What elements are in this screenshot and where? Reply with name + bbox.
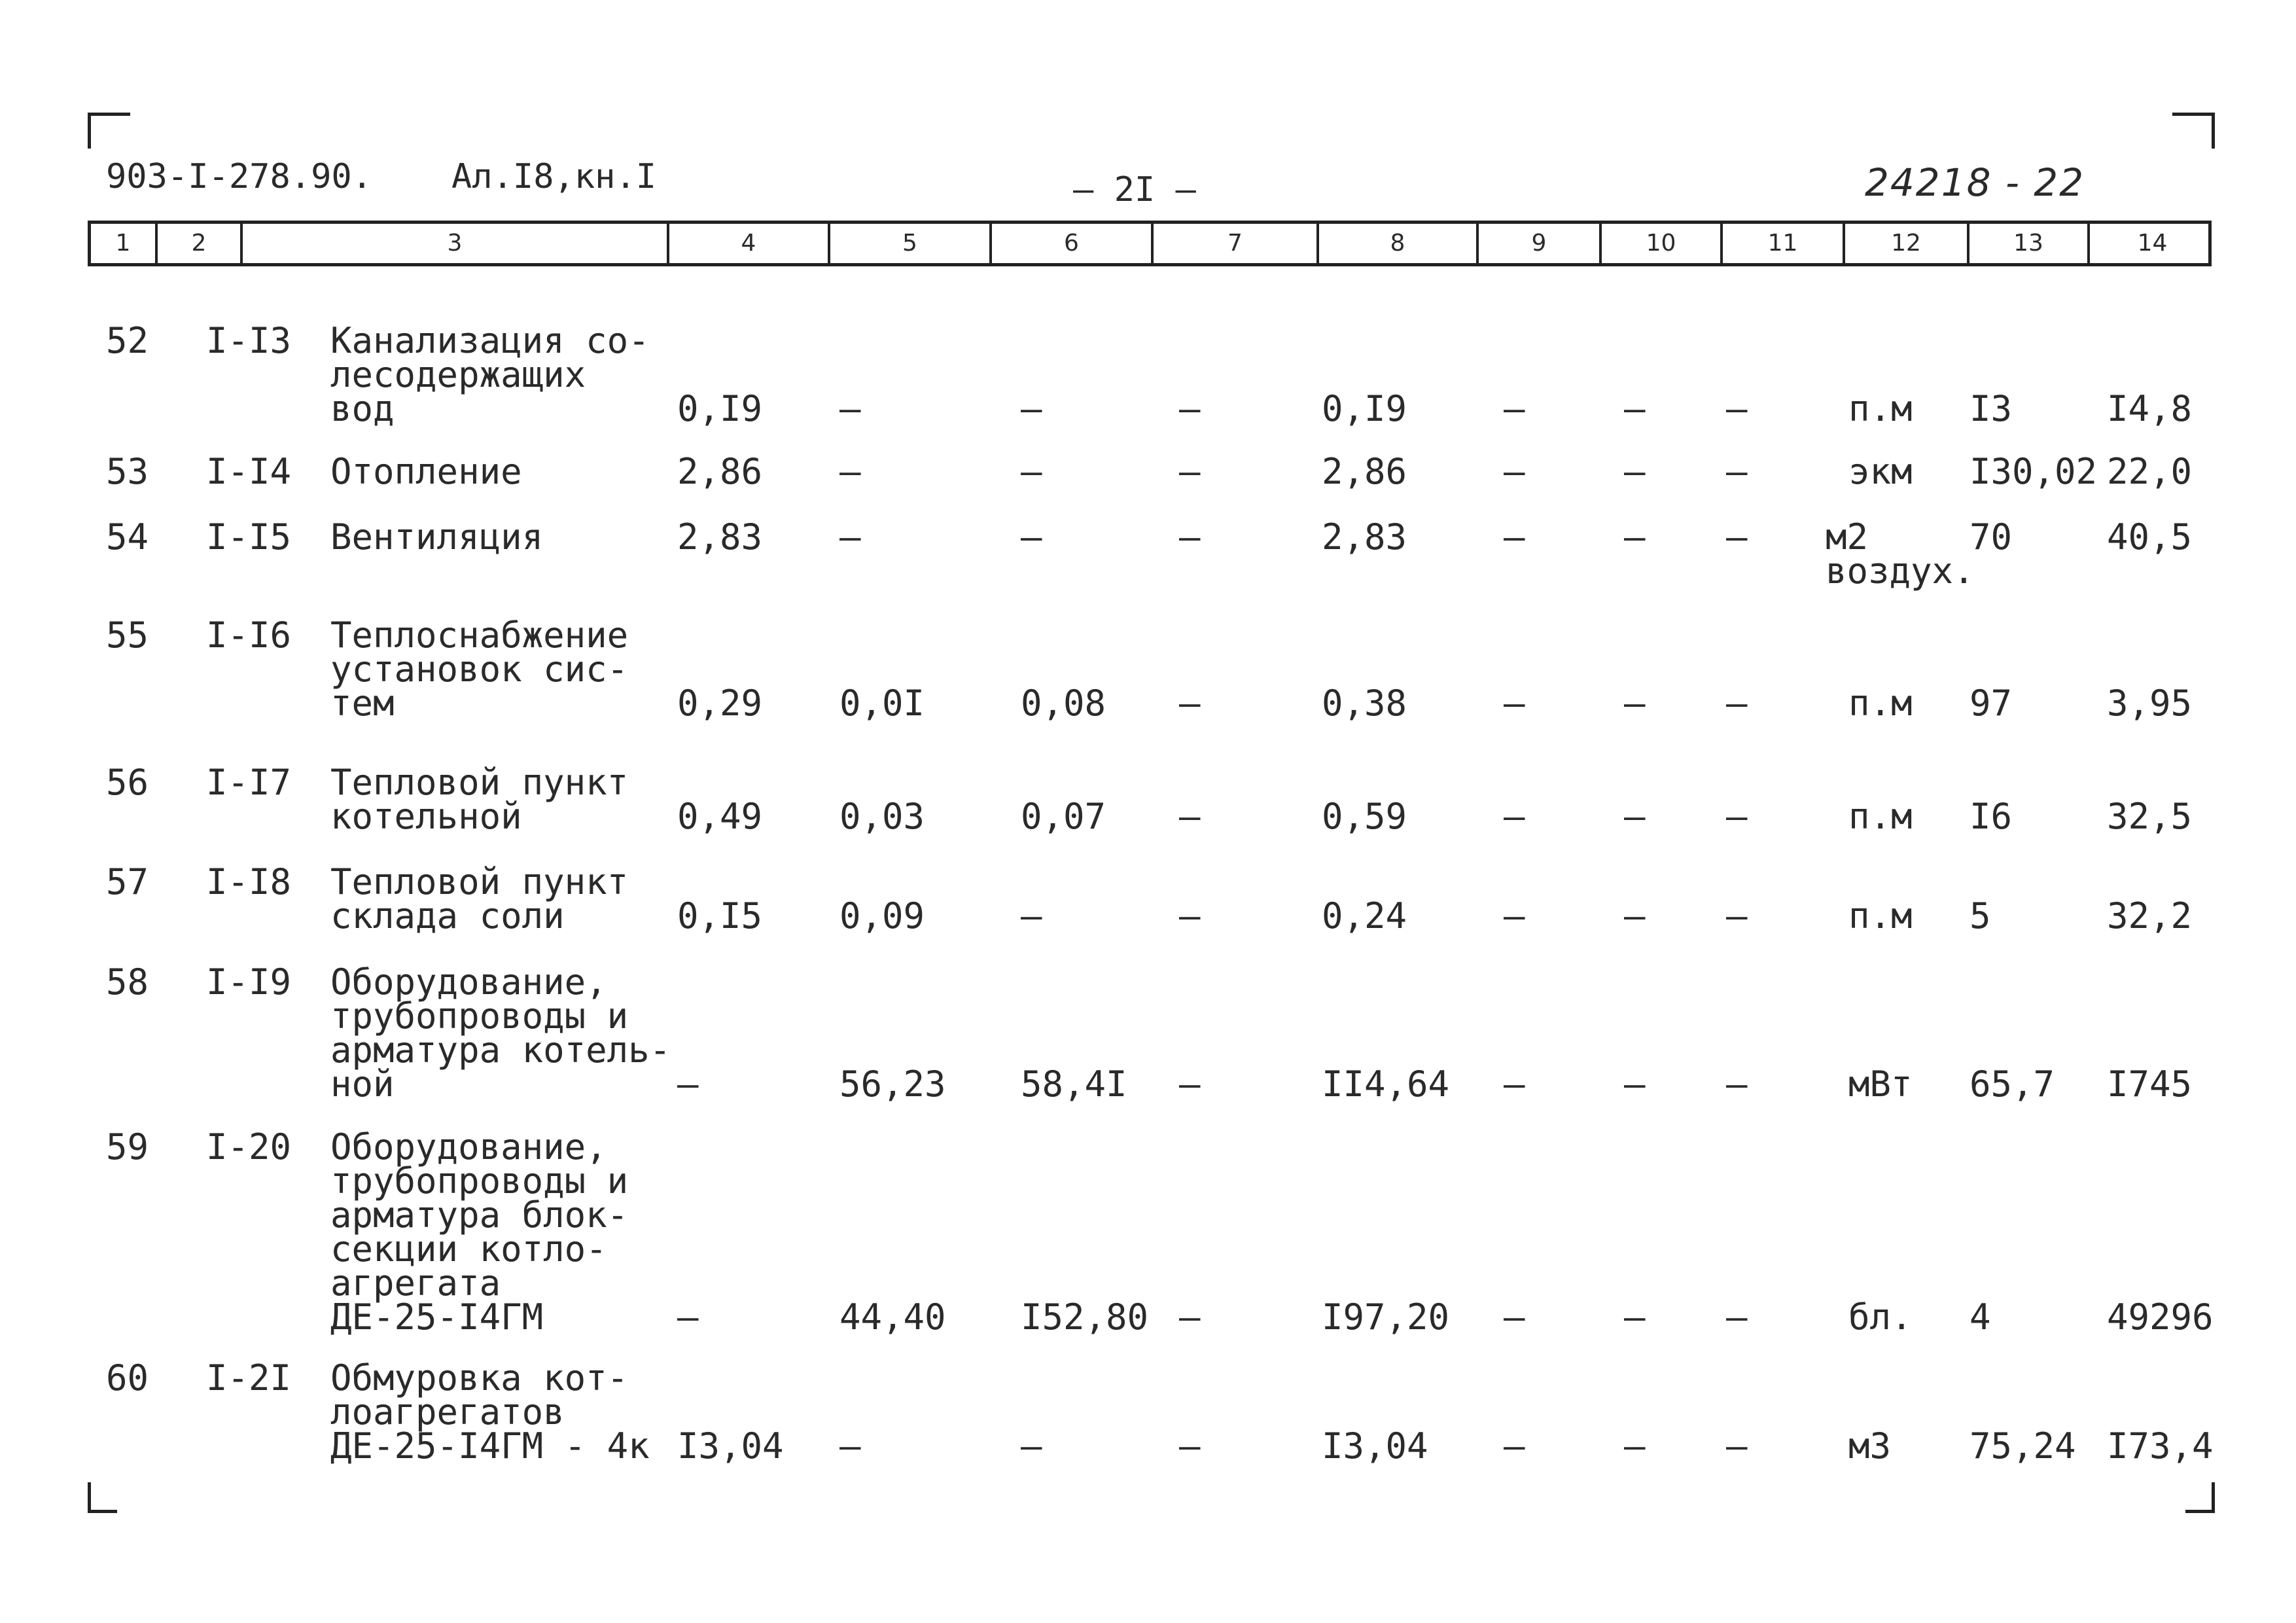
row-code: I-I9 [206, 961, 292, 1003]
row-value-c6: 58,4I [1021, 1063, 1127, 1105]
row-value-c5: 56,23 [839, 1063, 946, 1105]
row-value-c6: – [1021, 895, 1042, 936]
column-number: 3 [240, 224, 667, 263]
document-code: 903-I-278.90. [106, 157, 372, 196]
row-value-c14: 32,5 [2107, 796, 2193, 837]
row-value-c6: I52,80 [1021, 1296, 1149, 1338]
album-reference: Ал.I8,кн.I [451, 157, 657, 196]
row-value-c9: – [1504, 796, 1525, 837]
row-unit: п.м [1848, 895, 1913, 936]
row-value-c5: – [839, 1425, 861, 1467]
row-value-c14: I73,4 [2107, 1425, 2214, 1467]
row-value-c10: – [1624, 451, 1646, 492]
column-number: 9 [1476, 224, 1599, 263]
row-value-c10: – [1624, 1296, 1646, 1338]
row-name: Оборудование, трубопроводы и арматура блок- секции котло- агрегата ДЕ-25-I4ГМ [330, 1126, 629, 1338]
row-value-c6: – [1021, 1425, 1042, 1467]
row-name: Тепловой пункт котельной [330, 762, 629, 837]
column-number: 11 [1720, 224, 1843, 263]
row-value-c11: – [1726, 1425, 1748, 1467]
row-value-c6: – [1021, 451, 1042, 492]
row-value-c11: – [1726, 516, 1748, 558]
row-value-c4: 0,29 [677, 683, 763, 724]
row-value-c8: 2,83 [1322, 516, 1407, 558]
corner-mark-bottom-left [88, 1482, 117, 1513]
row-value-c14: I745 [2107, 1063, 2193, 1105]
row-value-c4: – [677, 1296, 699, 1338]
row-quantity: 4 [1969, 1296, 1991, 1338]
row-code: I-I7 [206, 762, 292, 803]
row-value-c5: 44,40 [839, 1296, 946, 1338]
row-unit: бл. [1848, 1296, 1913, 1338]
row-value-c14: 40,5 [2107, 516, 2193, 558]
column-number: 10 [1599, 224, 1720, 263]
row-value-c5: 0,0I [839, 683, 925, 724]
row-value-c11: – [1726, 683, 1748, 724]
row-name: Отопление [330, 451, 522, 492]
corner-mark-top-left [88, 113, 130, 149]
row-value-c9: – [1504, 388, 1525, 429]
row-quantity: 97 [1969, 683, 2013, 724]
row-name: Обмуровка кот- лоагрегатов ДЕ-25-I4ГМ - 4к [330, 1357, 650, 1467]
row-unit: м2 воздух. [1826, 516, 1975, 592]
row-value-c10: – [1624, 1425, 1646, 1467]
row-value-c5: 0,09 [839, 895, 925, 936]
row-value-c10: – [1624, 516, 1646, 558]
row-value-c10: – [1624, 1063, 1646, 1105]
row-value-c5: 0,03 [839, 796, 925, 837]
row-quantity: 75,24 [1969, 1425, 2076, 1467]
row-value-c7: – [1179, 1063, 1201, 1105]
column-number: 2 [155, 224, 240, 263]
row-value-c8: I3,04 [1322, 1425, 1428, 1467]
row-value-c11: – [1726, 895, 1748, 936]
row-value-c5: – [839, 388, 861, 429]
column-number-row [88, 221, 2212, 266]
row-unit: экм [1848, 451, 1913, 492]
row-code: I-I6 [206, 615, 292, 656]
row-value-c9: – [1504, 1063, 1525, 1105]
corner-mark-top-right [2172, 113, 2215, 149]
row-value-c11: – [1726, 1063, 1748, 1105]
column-number: 8 [1316, 224, 1476, 263]
row-value-c9: – [1504, 451, 1525, 492]
row-code: I-I5 [206, 516, 292, 558]
row-value-c9: – [1504, 895, 1525, 936]
row-value-c4: 2,83 [677, 516, 763, 558]
row-unit: п.м [1848, 388, 1913, 429]
row-value-c7: – [1179, 1425, 1201, 1467]
row-number: 52 [106, 320, 149, 361]
row-value-c10: – [1624, 895, 1646, 936]
row-number: 60 [106, 1357, 149, 1399]
row-value-c11: – [1726, 1296, 1748, 1338]
row-value-c10: – [1624, 796, 1646, 837]
row-value-c11: – [1726, 451, 1748, 492]
row-value-c5: – [839, 451, 861, 492]
column-number: 5 [828, 224, 989, 263]
row-value-c14: 22,0 [2107, 451, 2193, 492]
row-value-c4: 0,I5 [677, 895, 763, 936]
row-value-c11: – [1726, 388, 1748, 429]
row-value-c6: – [1021, 516, 1042, 558]
corner-mark-bottom-right [2185, 1482, 2215, 1513]
row-value-c9: – [1504, 516, 1525, 558]
row-value-c10: – [1624, 388, 1646, 429]
row-value-c8: 0,24 [1322, 895, 1407, 936]
row-value-c8: 0,38 [1322, 683, 1407, 724]
row-quantity: 5 [1969, 895, 1991, 936]
row-value-c8: I97,20 [1322, 1296, 1450, 1338]
row-value-c10: – [1624, 683, 1646, 724]
column-number: 6 [989, 224, 1151, 263]
row-value-c7: – [1179, 796, 1201, 837]
row-value-c4: 0,49 [677, 796, 763, 837]
row-value-c6: – [1021, 388, 1042, 429]
row-number: 54 [106, 516, 149, 558]
row-value-c7: – [1179, 1296, 1201, 1338]
row-value-c4: – [677, 1063, 699, 1105]
column-number: 4 [667, 224, 828, 263]
row-value-c7: – [1179, 451, 1201, 492]
row-value-c6: 0,07 [1021, 796, 1106, 837]
row-number: 53 [106, 451, 149, 492]
row-value-c9: – [1504, 1296, 1525, 1338]
row-value-c9: – [1504, 1425, 1525, 1467]
row-value-c14: I4,8 [2107, 388, 2193, 429]
row-value-c9: – [1504, 683, 1525, 724]
row-number: 56 [106, 762, 149, 803]
row-name: Вентиляция [330, 516, 544, 558]
row-number: 57 [106, 861, 149, 902]
row-value-c8: 2,86 [1322, 451, 1407, 492]
column-number: 1 [115, 230, 131, 257]
row-value-c4: 2,86 [677, 451, 763, 492]
row-value-c14: 3,95 [2107, 683, 2193, 724]
row-code: I-20 [206, 1126, 292, 1168]
row-unit: п.м [1848, 683, 1913, 724]
row-value-c8: II4,64 [1322, 1063, 1450, 1105]
page-number: — 2I — [1073, 170, 1196, 209]
row-code: I-I4 [206, 451, 292, 492]
row-quantity: I30,02 [1969, 451, 2098, 492]
row-value-c11: – [1726, 796, 1748, 837]
column-number: 13 [1967, 224, 2087, 263]
row-value-c8: 0,I9 [1322, 388, 1407, 429]
row-name: Канализация со- лесодержащих вод [330, 320, 650, 429]
row-quantity: I6 [1969, 796, 2013, 837]
row-code: I-I3 [206, 320, 292, 361]
row-value-c4: 0,I9 [677, 388, 763, 429]
column-number: 7 [1151, 224, 1316, 263]
row-name: Тепловой пункт склада соли [330, 861, 629, 936]
row-number: 55 [106, 615, 149, 656]
row-name: Теплоснабжение установок сис- тем [330, 615, 629, 724]
column-number: 14 [2087, 224, 2215, 263]
column-number: 12 [1843, 224, 1967, 263]
row-value-c14: 49296 [2107, 1296, 2214, 1338]
row-quantity: 65,7 [1969, 1063, 2055, 1105]
row-number: 59 [106, 1126, 149, 1168]
row-quantity: I3 [1969, 388, 2013, 429]
row-code: I-2I [206, 1357, 292, 1399]
row-value-c14: 32,2 [2107, 895, 2193, 936]
row-unit: п.м [1848, 796, 1913, 837]
row-value-c5: – [839, 516, 861, 558]
row-code: I-I8 [206, 861, 292, 902]
row-value-c7: – [1179, 895, 1201, 936]
row-value-c8: 0,59 [1322, 796, 1407, 837]
row-value-c7: – [1179, 388, 1201, 429]
row-unit: м3 [1848, 1425, 1892, 1467]
archive-number: 24218 - 22 [1865, 160, 2085, 205]
row-name: Оборудование, трубопроводы и арматура котель- ной [330, 961, 671, 1105]
row-number: 58 [106, 961, 149, 1003]
row-quantity: 70 [1969, 516, 2013, 558]
row-value-c6: 0,08 [1021, 683, 1106, 724]
row-value-c7: – [1179, 516, 1201, 558]
row-value-c4: I3,04 [677, 1425, 784, 1467]
row-unit: мВт [1848, 1063, 1913, 1105]
row-value-c7: – [1179, 683, 1201, 724]
